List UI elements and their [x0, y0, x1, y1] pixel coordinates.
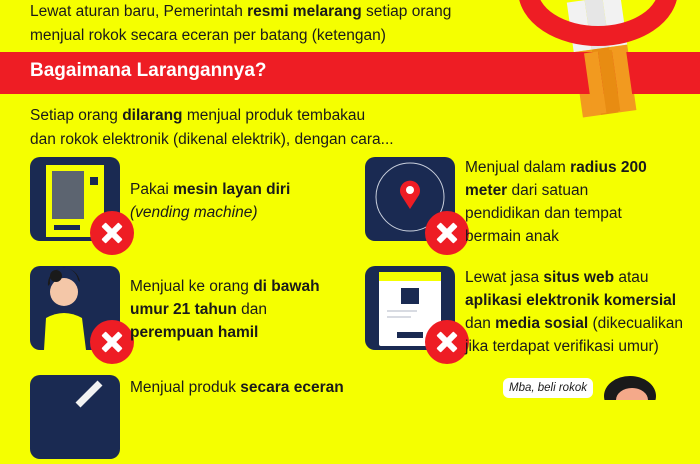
- intro-line1-post: setiap orang: [361, 3, 452, 20]
- intro-line2: menjual rokok secara eceran per batang (ketengan): [30, 27, 386, 44]
- vending-machine-tile: [30, 157, 120, 241]
- item-pre: Pakai: [130, 181, 174, 198]
- item-bold: radius 200 meter: [465, 159, 647, 199]
- subtitle-pre: Setiap orang: [30, 107, 123, 124]
- section-title: Bagaimana Larangannya?: [30, 60, 267, 81]
- cigarette-filter-icon: [580, 50, 640, 120]
- item-post: dari satuan pendidikan dan tempat bermain anak: [465, 182, 622, 245]
- intro-bold: resmi melarang: [247, 3, 362, 20]
- intro-text: [30, 0, 451, 48]
- map-radius-tile: [365, 157, 455, 241]
- item-bold2: perempuan hamil: [130, 324, 259, 341]
- item-pre: Menjual ke orang: [130, 278, 254, 295]
- subtitle-bold: dilarang: [122, 107, 183, 124]
- cigarette-tile: [30, 375, 120, 459]
- item-pre: Menjual dalam: [465, 159, 571, 176]
- item-pre: Menjual produk: [130, 379, 241, 396]
- prohibited-x-icon: [425, 320, 469, 364]
- item-bold: secara eceran: [240, 379, 344, 396]
- subtitle-post: menjual produk tembakau: [182, 107, 366, 124]
- item-online-text: [465, 266, 690, 358]
- subtitle-line2: dan rokok elektronik (dikenal elektrik), dengan cara...: [30, 131, 394, 148]
- item-post: (dikecualikan jika terdapat verifikasi umur): [465, 315, 683, 355]
- item-bold: di bawah umur 21 tahun: [130, 278, 320, 318]
- item-bold3: media sosial: [495, 315, 589, 332]
- prohibited-x-icon: [425, 211, 469, 255]
- prohibited-x-icon: [90, 320, 134, 364]
- item-age-text: [130, 275, 330, 344]
- prohibited-x-icon: [90, 211, 134, 255]
- woman-tile: [30, 266, 120, 350]
- item-mid: dan: [236, 301, 267, 318]
- intro-line1-pre: Lewat aturan baru, Pemerintah: [30, 3, 248, 20]
- item-radius-text: [465, 156, 665, 248]
- item-mid2: dan: [465, 315, 496, 332]
- item-mid: atau: [614, 269, 649, 286]
- item-bold2: aplikasi elektronik komersial: [465, 292, 677, 309]
- item-italic: (vending machine): [130, 204, 258, 221]
- item-bold: mesin layan diri: [173, 181, 291, 198]
- ecommerce-tile: [365, 266, 455, 350]
- item-retail-text: [130, 376, 344, 399]
- speech-bubble: Mba, beli rokok: [503, 378, 593, 398]
- item-pre: Lewat jasa: [465, 269, 544, 286]
- character-head-icon: [590, 372, 670, 400]
- item-vending-text: [130, 178, 290, 224]
- item-bold: situs web: [543, 269, 615, 286]
- cigarette-icon: [30, 375, 120, 459]
- subtitle-text: [30, 104, 394, 152]
